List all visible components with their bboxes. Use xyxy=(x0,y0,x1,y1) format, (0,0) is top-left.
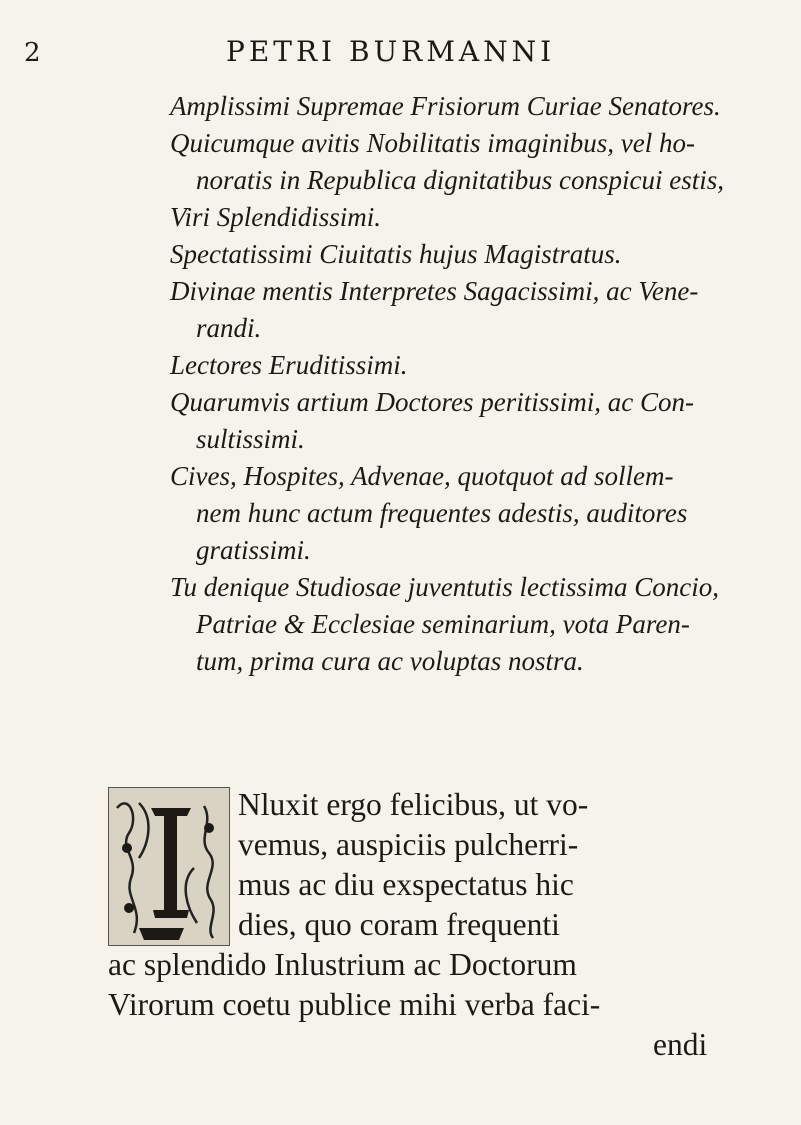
page-number: 2 xyxy=(24,38,41,68)
address-line: Divinae mentis Interpretes Sagacissimi, ac Vene- xyxy=(170,276,699,306)
address-line: tum, prima cura ac voluptas nostra. xyxy=(196,646,584,676)
address-line: Lectores Eruditissimi. xyxy=(170,350,408,380)
address-line: nem hunc actum frequentes adestis, auditores xyxy=(196,498,688,528)
body-line: vemus, auspiciis pulcherri- xyxy=(238,827,579,862)
address-line: Patriae & Ecclesiae seminarium, vota Paren- xyxy=(196,609,690,639)
address-line: gratissimi. xyxy=(196,535,311,565)
body-text xyxy=(108,785,748,1065)
address-line: Spectatissimi Ciuitatis hujus Magistratus. xyxy=(170,239,622,269)
body-line: mus ac diu exspectatus hic xyxy=(238,867,574,902)
body-line: ac splendido Inlustrium ac Doctorum xyxy=(108,947,577,982)
address-line: Amplissimi Supremae Frisiorum Curiae Senatores. xyxy=(170,91,721,121)
body-line: Virorum coetu publice mihi verba faci- xyxy=(108,987,601,1022)
address-block xyxy=(170,88,770,680)
address-line: randi. xyxy=(196,313,262,343)
address-line: Viri Splendidissimi. xyxy=(170,202,382,232)
body-line: Nluxit ergo felicibus, ut vo- xyxy=(238,787,589,822)
address-line: Tu denique Studiosae juventutis lectissima Concio, xyxy=(170,572,719,602)
address-line: Cives, Hospites, Advenae, quotquot ad sollem- xyxy=(170,461,674,491)
body-line: dies, quo coram frequenti xyxy=(238,907,560,942)
address-line: Quarumvis artium Doctores peritissimi, ac Con- xyxy=(170,387,694,417)
body-line: endi xyxy=(653,1027,708,1062)
address-line: noratis in Republica dignitatibus conspicui estis, xyxy=(196,165,724,195)
running-head: PETRI BURMANNI xyxy=(226,35,556,68)
address-line: sultissimi. xyxy=(196,424,305,454)
address-line: Quicumque avitis Nobilitatis imaginibus, vel ho- xyxy=(170,128,695,158)
